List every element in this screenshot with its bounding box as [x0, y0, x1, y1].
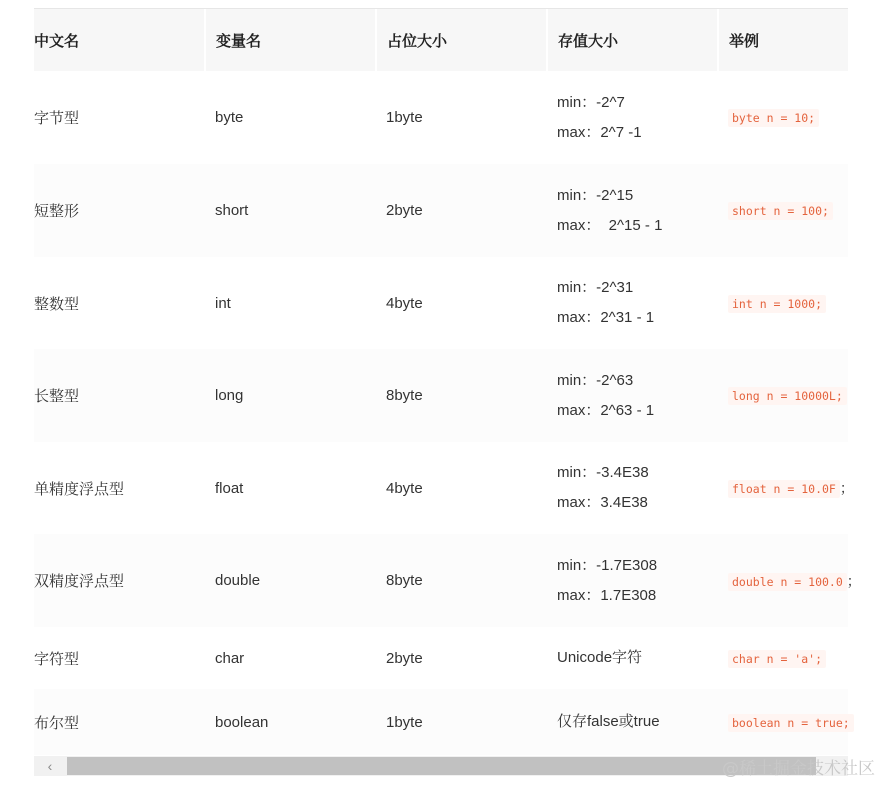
- header-value-range: 存值大小: [547, 9, 718, 71]
- range-min: min：-1.7E308: [557, 556, 658, 574]
- cell-chinese-name: 布尔型: [34, 689, 205, 755]
- range-max: max：2^31 - 1: [557, 309, 655, 326]
- range-min: min：-3.4E38: [557, 464, 649, 481]
- header-chinese-name: 中文名: [34, 9, 205, 71]
- cell-variable-name: byte: [215, 109, 244, 126]
- range-min: Unicode字符: [557, 649, 643, 666]
- table-row: [34, 349, 848, 442]
- range-max: max：1.7E308: [557, 586, 657, 604]
- cell-example: [718, 71, 848, 164]
- header-size: 占位大小: [376, 9, 547, 71]
- table-row: [34, 442, 848, 534]
- range-max: max：2^7 -1: [557, 123, 642, 141]
- cell-size: 8byte: [376, 534, 547, 627]
- example-suffix: ；: [846, 572, 861, 589]
- cell-value-range: [547, 71, 718, 164]
- range-min: min：-2^7: [557, 93, 625, 111]
- cell-chinese-name: 短整形: [34, 164, 205, 257]
- cell-chinese-name: 整数型: [34, 295, 80, 313]
- table-row: [34, 627, 848, 689]
- cell-chinese-name: 单精度浮点型: [34, 480, 125, 498]
- example-code: long n = 10000L;: [728, 387, 847, 405]
- cell-value-range: [547, 534, 718, 627]
- table-row: [34, 534, 848, 627]
- cell-value-range: [547, 689, 718, 755]
- cell-variable-name: double: [205, 534, 376, 627]
- cell-example: [718, 442, 854, 534]
- cell-example: [718, 349, 848, 442]
- range-min: 仅存false或true: [557, 713, 660, 730]
- cell-chinese-name: 长整型: [34, 349, 205, 442]
- table-row: [34, 71, 848, 164]
- range-min: min：-2^31: [557, 279, 634, 296]
- cell-size: 4byte: [386, 479, 423, 497]
- cell-size: 4byte: [386, 294, 423, 312]
- cell-value-range: [547, 257, 718, 349]
- data-types-table: [34, 9, 861, 755]
- table-row: [34, 689, 848, 755]
- cell-chinese-name: 双精度浮点型: [34, 534, 205, 627]
- range-max: max：3.4E38: [557, 494, 648, 511]
- example-code: double n = 100.0: [728, 573, 847, 591]
- example-code: boolean n = true;: [728, 714, 854, 732]
- cell-size: 8byte: [376, 349, 547, 442]
- header-example: 举例: [718, 9, 848, 71]
- example-code: float n = 10.0F: [728, 480, 840, 498]
- range-max: max： 2^15 - 1: [557, 216, 663, 234]
- cell-variable-name: int: [215, 294, 231, 312]
- cell-variable-name: float: [215, 479, 244, 497]
- cell-value-range: [547, 164, 718, 257]
- header-variable-name: 变量名: [205, 9, 376, 71]
- example-code: short n = 100;: [728, 202, 833, 220]
- cell-value-range: [547, 349, 718, 442]
- example-suffix: ；: [839, 480, 854, 496]
- cell-variable-name: char: [215, 649, 245, 667]
- cell-chinese-name: 字符型: [34, 650, 80, 668]
- watermark: @稀土掘金技术社区: [722, 759, 875, 779]
- cell-size: 1byte: [376, 689, 547, 755]
- example-code: char n = 'a';: [728, 650, 826, 668]
- cell-example: [718, 534, 861, 627]
- data-types-table-container: [34, 8, 861, 755]
- cell-variable-name: long: [205, 349, 376, 442]
- cell-value-range: [547, 627, 718, 689]
- range-max: max：2^63 - 1: [557, 401, 655, 419]
- range-min: min：-2^63: [557, 371, 634, 389]
- scrollbar-thumb[interactable]: [67, 757, 816, 775]
- cell-size: 2byte: [376, 164, 547, 257]
- cell-size: 1byte: [386, 109, 423, 126]
- example-code: int n = 1000;: [728, 295, 826, 313]
- cell-example: [718, 164, 848, 257]
- example-code: byte n = 10;: [728, 109, 819, 127]
- cell-example: [718, 257, 848, 349]
- chevron-left-icon[interactable]: ‹: [47, 758, 53, 774]
- table-row: [34, 164, 848, 257]
- cell-example: [718, 689, 848, 755]
- cell-variable-name: boolean: [205, 689, 376, 755]
- cell-value-range: [547, 442, 718, 534]
- cell-example: [718, 627, 848, 689]
- range-min: min：-2^15: [557, 186, 634, 204]
- table-header-row: [34, 9, 848, 71]
- cell-size: 2byte: [386, 649, 423, 667]
- cell-variable-name: short: [205, 164, 376, 257]
- table-row: [34, 257, 848, 349]
- cell-chinese-name: 字节型: [34, 110, 80, 127]
